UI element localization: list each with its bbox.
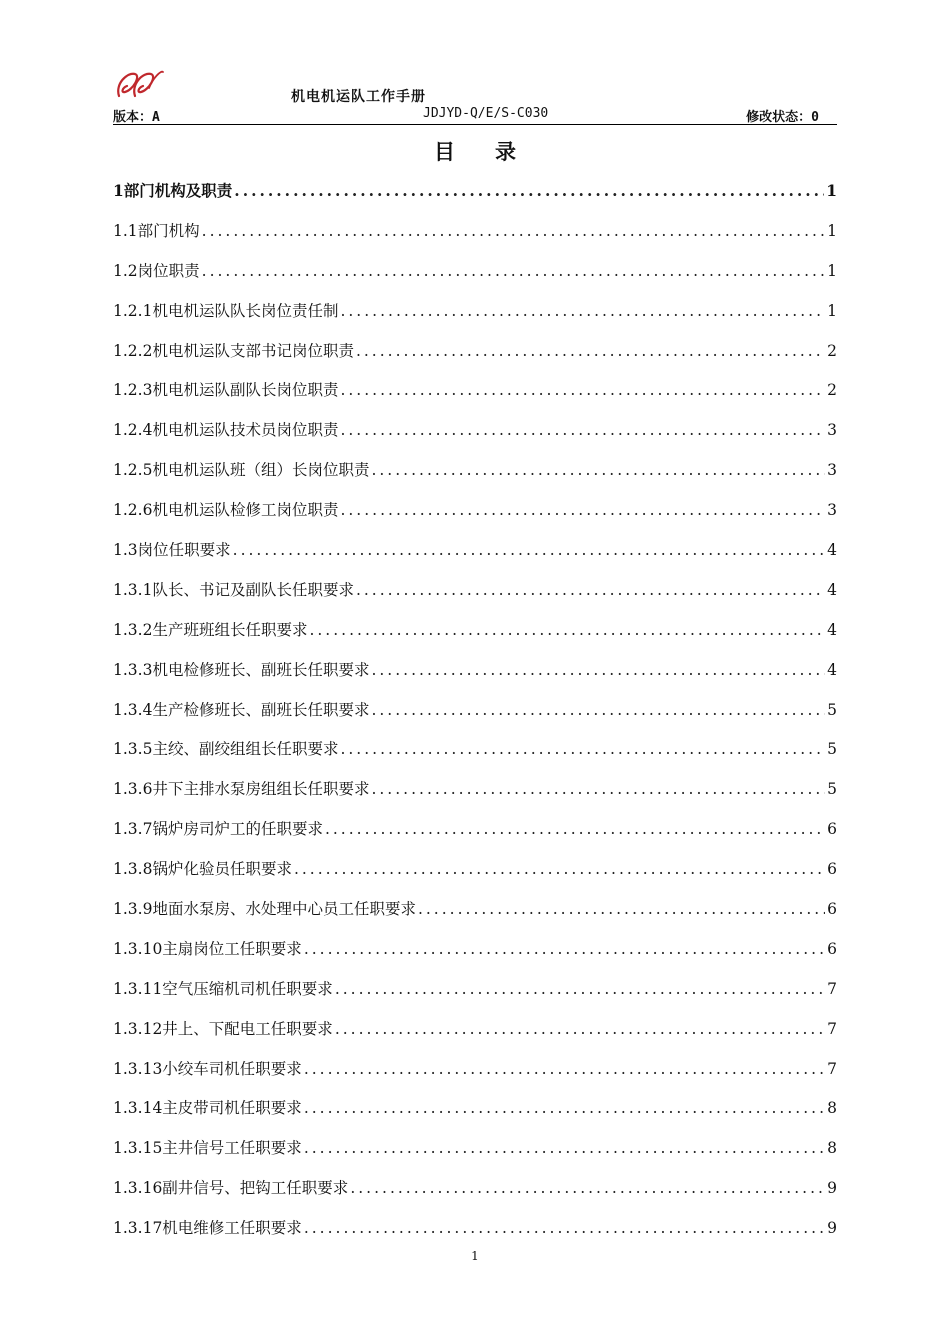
toc-dot-leader (356, 577, 825, 603)
toc-entry[interactable] (113, 736, 837, 776)
toc-entry-page: 5 (827, 740, 837, 759)
toc-entry-page: 7 (827, 1059, 837, 1078)
toc-entry[interactable] (113, 537, 837, 577)
toc-entry-label: 1.2.2机电机运队支部书记岗位职责 (113, 341, 354, 360)
revision-status: 修改状态：0 (746, 110, 819, 125)
toc-entry-page: 3 (827, 461, 837, 480)
toc-entry[interactable] (113, 657, 837, 697)
toc-entry-page: 7 (827, 979, 837, 998)
company-logo-icon (113, 66, 165, 100)
toc-dot-leader (350, 1175, 825, 1201)
toc-entry-page: 8 (827, 1099, 837, 1118)
toc-entry-label: 1.3.1队长、书记及副队长任职要求 (113, 580, 354, 599)
toc-entry-page: 6 (827, 900, 837, 919)
toc-dot-leader (340, 736, 825, 762)
toc-entry-label: 1.3.4生产检修班长、副班长任职要求 (113, 700, 370, 719)
toc-entry[interactable] (113, 617, 837, 657)
toc-entry[interactable] (113, 697, 837, 737)
toc-entry-label: 1.2岗位职责 (113, 261, 200, 280)
header-rule (113, 124, 837, 125)
toc-entry[interactable] (113, 1095, 837, 1135)
toc-entry-page: 9 (827, 1179, 837, 1198)
toc-title: 目录 (434, 139, 556, 164)
toc-dot-leader (335, 1016, 825, 1042)
toc-entry[interactable] (113, 856, 837, 896)
toc-entry[interactable] (113, 1175, 837, 1215)
toc-entry-label: 1.3.8锅炉化验员任职要求 (113, 860, 292, 879)
toc-entry[interactable] (113, 338, 837, 378)
toc-entry[interactable] (113, 258, 837, 298)
toc-entry-page: 1 (827, 261, 837, 280)
toc-entry[interactable] (113, 896, 837, 936)
table-of-contents (113, 178, 837, 1255)
toc-dot-leader (304, 1135, 825, 1161)
toc-entry-label: 1.2.6机电机运队检修工岗位职责 (113, 501, 339, 520)
toc-entry-label: 1.2.5机电机运队班（组）长岗位职责 (113, 461, 370, 480)
toc-entry-label: 1.3.17机电维修工任职要求 (113, 1219, 302, 1238)
toc-entry[interactable] (113, 577, 837, 617)
toc-dot-leader (371, 457, 825, 483)
toc-entry-label: 1.3岗位任职要求 (113, 541, 231, 560)
toc-dot-leader (335, 976, 825, 1002)
toc-entry-label: 1.3.10主扇岗位工任职要求 (113, 939, 302, 958)
toc-entry[interactable] (113, 1056, 837, 1096)
toc-entry-label: 1.3.16副井信号、把钩工任职要求 (113, 1179, 349, 1198)
toc-entry-label: 1.3.11空气压缩机司机任职要求 (113, 979, 333, 998)
toc-dot-leader (340, 497, 825, 523)
toc-dot-leader (340, 377, 825, 403)
toc-dot-leader (309, 617, 825, 643)
toc-entry-page: 9 (827, 1219, 837, 1238)
toc-entry-label: 1.3.5主绞、副绞组组长任职要求 (113, 740, 339, 759)
toc-entry-page: 1 (827, 221, 837, 240)
toc-entry[interactable] (113, 417, 837, 457)
page-header (113, 62, 837, 126)
toc-entry-page: 5 (827, 780, 837, 799)
toc-entry-page: 8 (827, 1139, 837, 1158)
toc-entry-label: 1.3.3机电检修班长、副班长任职要求 (113, 660, 370, 679)
toc-entry-label: 1部门机构及职责 (113, 181, 233, 200)
toc-dot-leader (294, 856, 825, 882)
toc-entry-label: 1.2.1机电机运队队长岗位责任制 (113, 301, 339, 320)
toc-dot-leader (304, 1215, 825, 1241)
toc-entry-label: 1.2.4机电机运队技术员岗位职责 (113, 421, 339, 440)
toc-dot-leader (356, 338, 825, 364)
toc-entry[interactable] (113, 976, 837, 1016)
toc-entry-label: 1.2.3机电机运队副队长岗位职责 (113, 381, 339, 400)
toc-entry[interactable] (113, 776, 837, 816)
toc-dot-leader (340, 298, 825, 324)
toc-entry-page: 4 (827, 620, 837, 639)
toc-entry-page: 5 (827, 700, 837, 719)
toc-entry-page: 2 (827, 381, 837, 400)
toc-dot-leader (304, 936, 825, 962)
toc-entry[interactable] (113, 457, 837, 497)
version-label: 版本：A (113, 110, 160, 125)
toc-dot-leader (371, 776, 825, 802)
toc-dot-leader (202, 218, 825, 244)
toc-entry-page: 6 (827, 860, 837, 879)
toc-entry[interactable] (113, 218, 837, 258)
toc-entry[interactable] (113, 377, 837, 417)
toc-entry-page: 4 (827, 660, 837, 679)
toc-entry[interactable] (113, 936, 837, 976)
toc-entry-page: 6 (827, 939, 837, 958)
toc-entry-page: 7 (827, 1019, 837, 1038)
toc-entry-page: 3 (827, 421, 837, 440)
toc-dot-leader (304, 1056, 825, 1082)
toc-entry-label: 1.3.12井上、下配电工任职要求 (113, 1019, 333, 1038)
toc-entry[interactable] (113, 497, 837, 537)
toc-entry-label: 1.3.7锅炉房司炉工的任职要求 (113, 820, 323, 839)
toc-dot-leader (325, 816, 825, 842)
toc-dot-leader (371, 657, 825, 683)
toc-entry[interactable] (113, 298, 837, 338)
toc-entry-page: 3 (827, 501, 837, 520)
toc-entry-label: 1.3.14主皮带司机任职要求 (113, 1099, 302, 1118)
toc-entry-label: 1.3.9地面水泵房、水处理中心员工任职要求 (113, 900, 416, 919)
manual-title: 机电机运队工作手册 (291, 89, 426, 105)
toc-entry-page: 4 (827, 541, 837, 560)
toc-entry[interactable] (113, 1016, 837, 1056)
toc-entry[interactable] (113, 1135, 837, 1175)
toc-dot-leader (371, 697, 825, 723)
toc-dot-leader (340, 417, 825, 443)
toc-entry[interactable] (113, 816, 837, 856)
toc-entry-label: 1.1部门机构 (113, 221, 200, 240)
toc-entry-page: 1 (826, 181, 837, 200)
toc-entry-label: 1.3.15主井信号工任职要求 (113, 1139, 302, 1158)
page-number: 1 (471, 1249, 479, 1263)
toc-dot-leader (304, 1095, 825, 1121)
toc-dot-leader (202, 258, 825, 284)
toc-entry-page: 2 (827, 341, 837, 360)
toc-entry-page: 1 (827, 301, 837, 320)
toc-entry-page: 6 (827, 820, 837, 839)
toc-entry-label: 1.3.2生产班班组长任职要求 (113, 620, 308, 639)
toc-entry-page: 4 (827, 580, 837, 599)
toc-dot-leader (233, 537, 825, 563)
toc-dot-leader (418, 896, 825, 922)
document-number: JDJYD-Q/E/S-C030 (423, 106, 549, 121)
toc-entry-label: 1.3.13小绞车司机任职要求 (113, 1059, 302, 1078)
toc-entry[interactable] (113, 178, 837, 218)
toc-dot-leader (234, 178, 824, 204)
toc-entry-label: 1.3.6井下主排水泵房组组长任职要求 (113, 780, 370, 799)
